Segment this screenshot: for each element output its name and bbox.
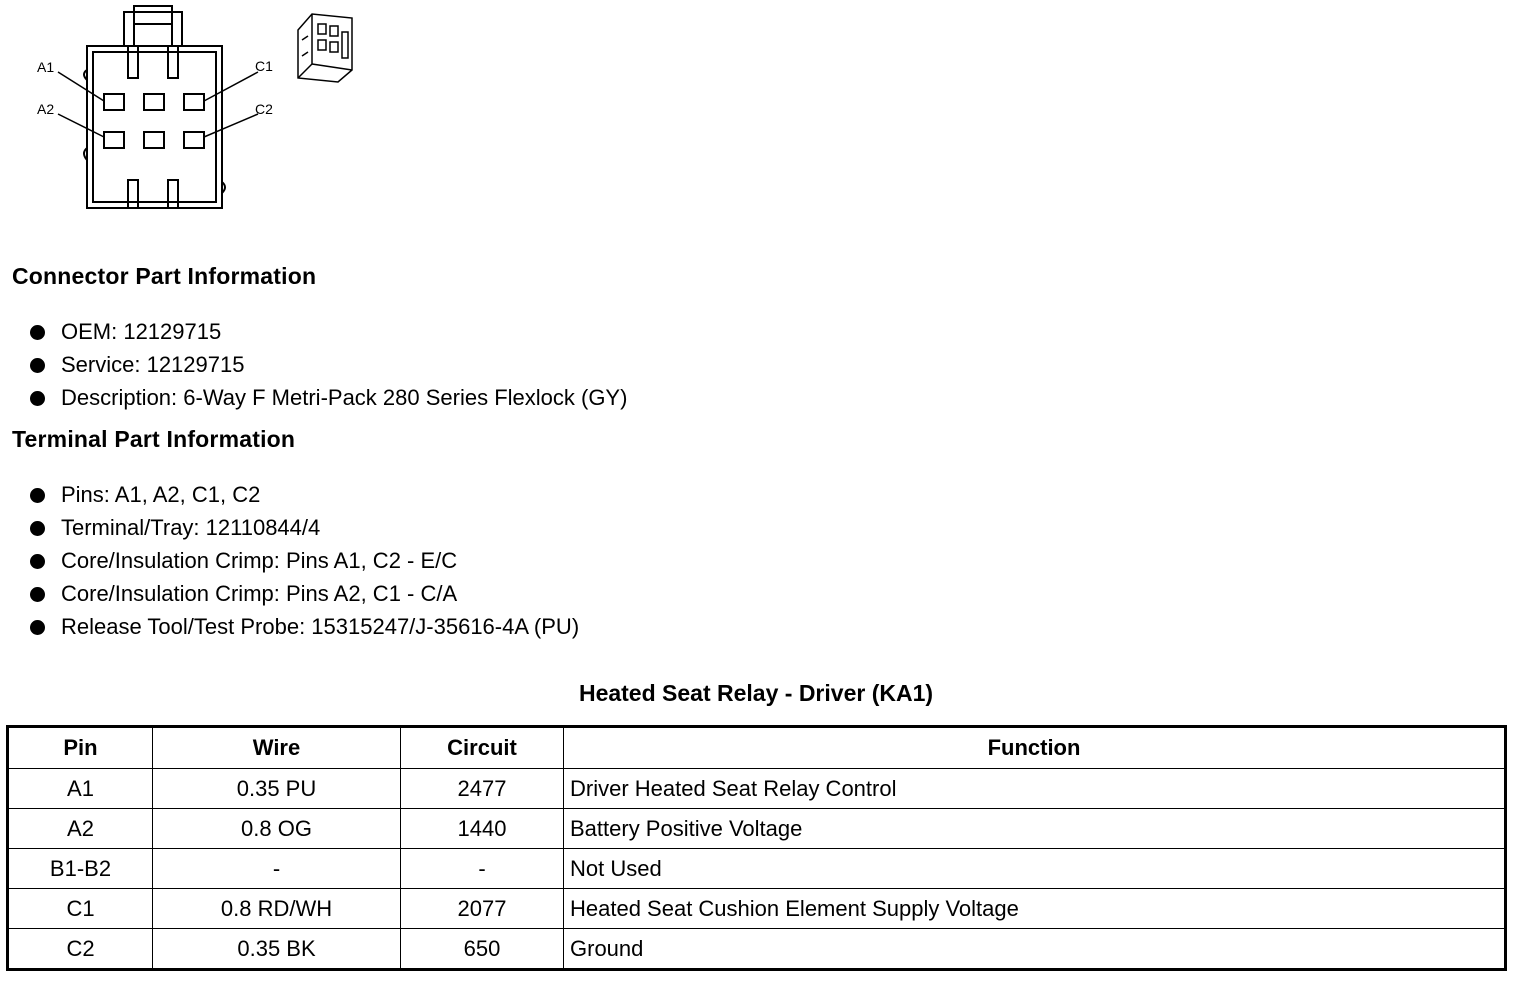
cell-wire: - [153, 849, 401, 889]
pin-label-c1: C1 [255, 58, 273, 74]
column-header-function: Function [564, 727, 1506, 769]
pin-label-c2: C2 [255, 101, 273, 117]
connector-face-diagram [0, 0, 380, 220]
list-item: Description: 6-Way F Metri-Pack 280 Series Flexlock (GY) [26, 381, 627, 414]
cell-function: Battery Positive Voltage [564, 809, 1506, 849]
list-item: Release Tool/Test Probe: 15315247/J-35616-4A (PU) [26, 610, 579, 643]
list-item: Core/Insulation Crimp: Pins A1, C2 - E/C [26, 544, 579, 577]
list-item: Terminal/Tray: 12110844/4 [26, 511, 579, 544]
cell-pin: C1 [8, 889, 153, 929]
cell-circuit: 2077 [401, 889, 564, 929]
connector-part-info-list [26, 315, 627, 414]
cell-circuit: 650 [401, 929, 564, 970]
column-header-circuit: Circuit [401, 727, 564, 769]
terminal-part-info-list [26, 478, 579, 643]
cell-pin: B1-B2 [8, 849, 153, 889]
cell-function: Not Used [564, 849, 1506, 889]
cell-pin: A2 [8, 809, 153, 849]
list-item: Service: 12129715 [26, 348, 627, 381]
table-row [8, 809, 1506, 849]
pin-label-a1: A1 [37, 59, 55, 75]
cell-pin: C2 [8, 929, 153, 970]
list-item: Pins: A1, A2, C1, C2 [26, 478, 579, 511]
table-row [8, 929, 1506, 970]
table-header-row [8, 727, 1506, 769]
table-title: Heated Seat Relay - Driver (KA1) [578, 680, 934, 706]
table-row [8, 769, 1506, 809]
cell-function: Driver Heated Seat Relay Control [564, 769, 1506, 809]
table-row [8, 849, 1506, 889]
cell-function: Ground [564, 929, 1506, 970]
cell-circuit: 1440 [401, 809, 564, 849]
cell-wire: 0.8 RD/WH [153, 889, 401, 929]
connector-part-info-heading: Connector Part Information [12, 263, 317, 289]
pinout-table [6, 725, 1507, 971]
terminal-part-info-heading: Terminal Part Information [12, 426, 296, 452]
list-item: OEM: 12129715 [26, 315, 627, 348]
cell-circuit: 2477 [401, 769, 564, 809]
cell-circuit: - [401, 849, 564, 889]
cell-pin: A1 [8, 769, 153, 809]
table-row [8, 889, 1506, 929]
column-header-wire: Wire [153, 727, 401, 769]
cell-wire: 0.8 OG [153, 809, 401, 849]
cell-wire: 0.35 PU [153, 769, 401, 809]
list-item: Core/Insulation Crimp: Pins A2, C1 - C/A [26, 577, 579, 610]
pin-label-a2: A2 [37, 101, 55, 117]
cell-wire: 0.35 BK [153, 929, 401, 970]
cell-function: Heated Seat Cushion Element Supply Voltage [564, 889, 1506, 929]
column-header-pin: Pin [8, 727, 153, 769]
connector-isometric-thumbnail [298, 14, 352, 82]
